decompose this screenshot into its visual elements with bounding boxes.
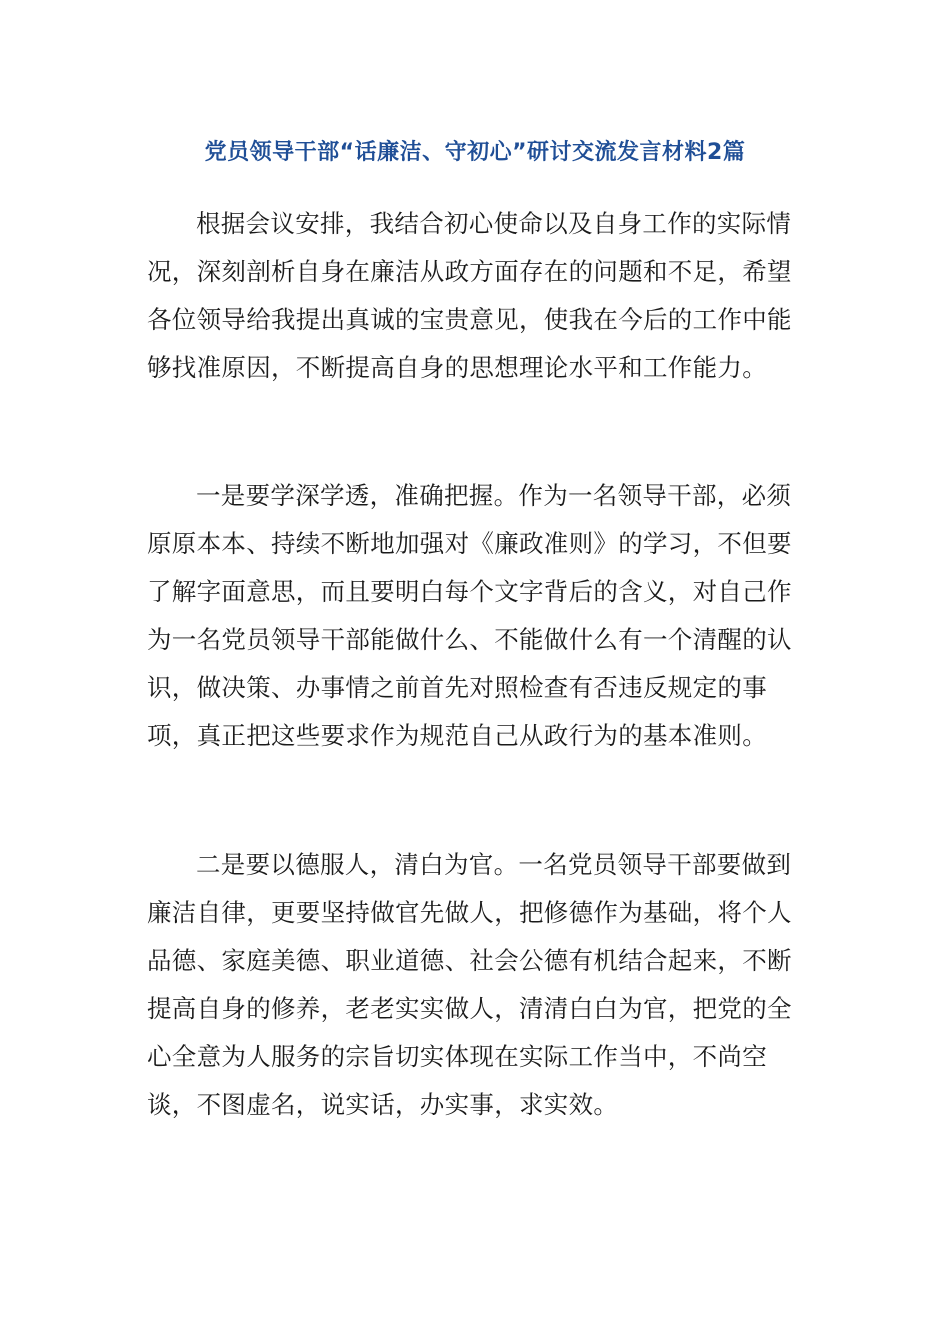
paragraph-point-one: 一是要学深学透，准确把握。作为一名领导干部，必须原原本本、持续不断地加强对《廉政准则》的学习，不但要了解字面意思，而且要明白每个文字背后的含义，对自己作为一名党员领导干部能做什么、不能做什么有一个清醒的认识，做决策、办事情之前首先对照检查有否违反规定的事项，真正把这些要求作为规范自己从政行为的基本准则。: [147, 481, 792, 750]
document-title: 党员领导干部“话廉洁、守初心”研讨交流发言材料2篇: [204, 140, 746, 165]
paragraph-intro: 根据会议安排，我结合初心使命以及自身工作的实际情况，深刻剖析自身在廉洁从政方面存在的问题和不足，希望各位领导给我提出真诚的宝贵意见，使我在今后的工作中能够找准原因，不断提高自身的思想理论水平和工作能力。: [147, 209, 792, 382]
paragraph-point-two: 二是要以德服人，清白为官。一名党员领导干部要做到廉洁自律，更要坚持做官先做人，把修德作为基础，将个人品德、家庭美德、职业道德、社会公德有机结合起来，不断提高自身的修养，老老实实做人，清清白白为官，把党的全心全意为人服务的宗旨切实体现在实际工作当中，不尚空谈，不图虚名，说实话，办实事，求实效。: [147, 850, 792, 1119]
